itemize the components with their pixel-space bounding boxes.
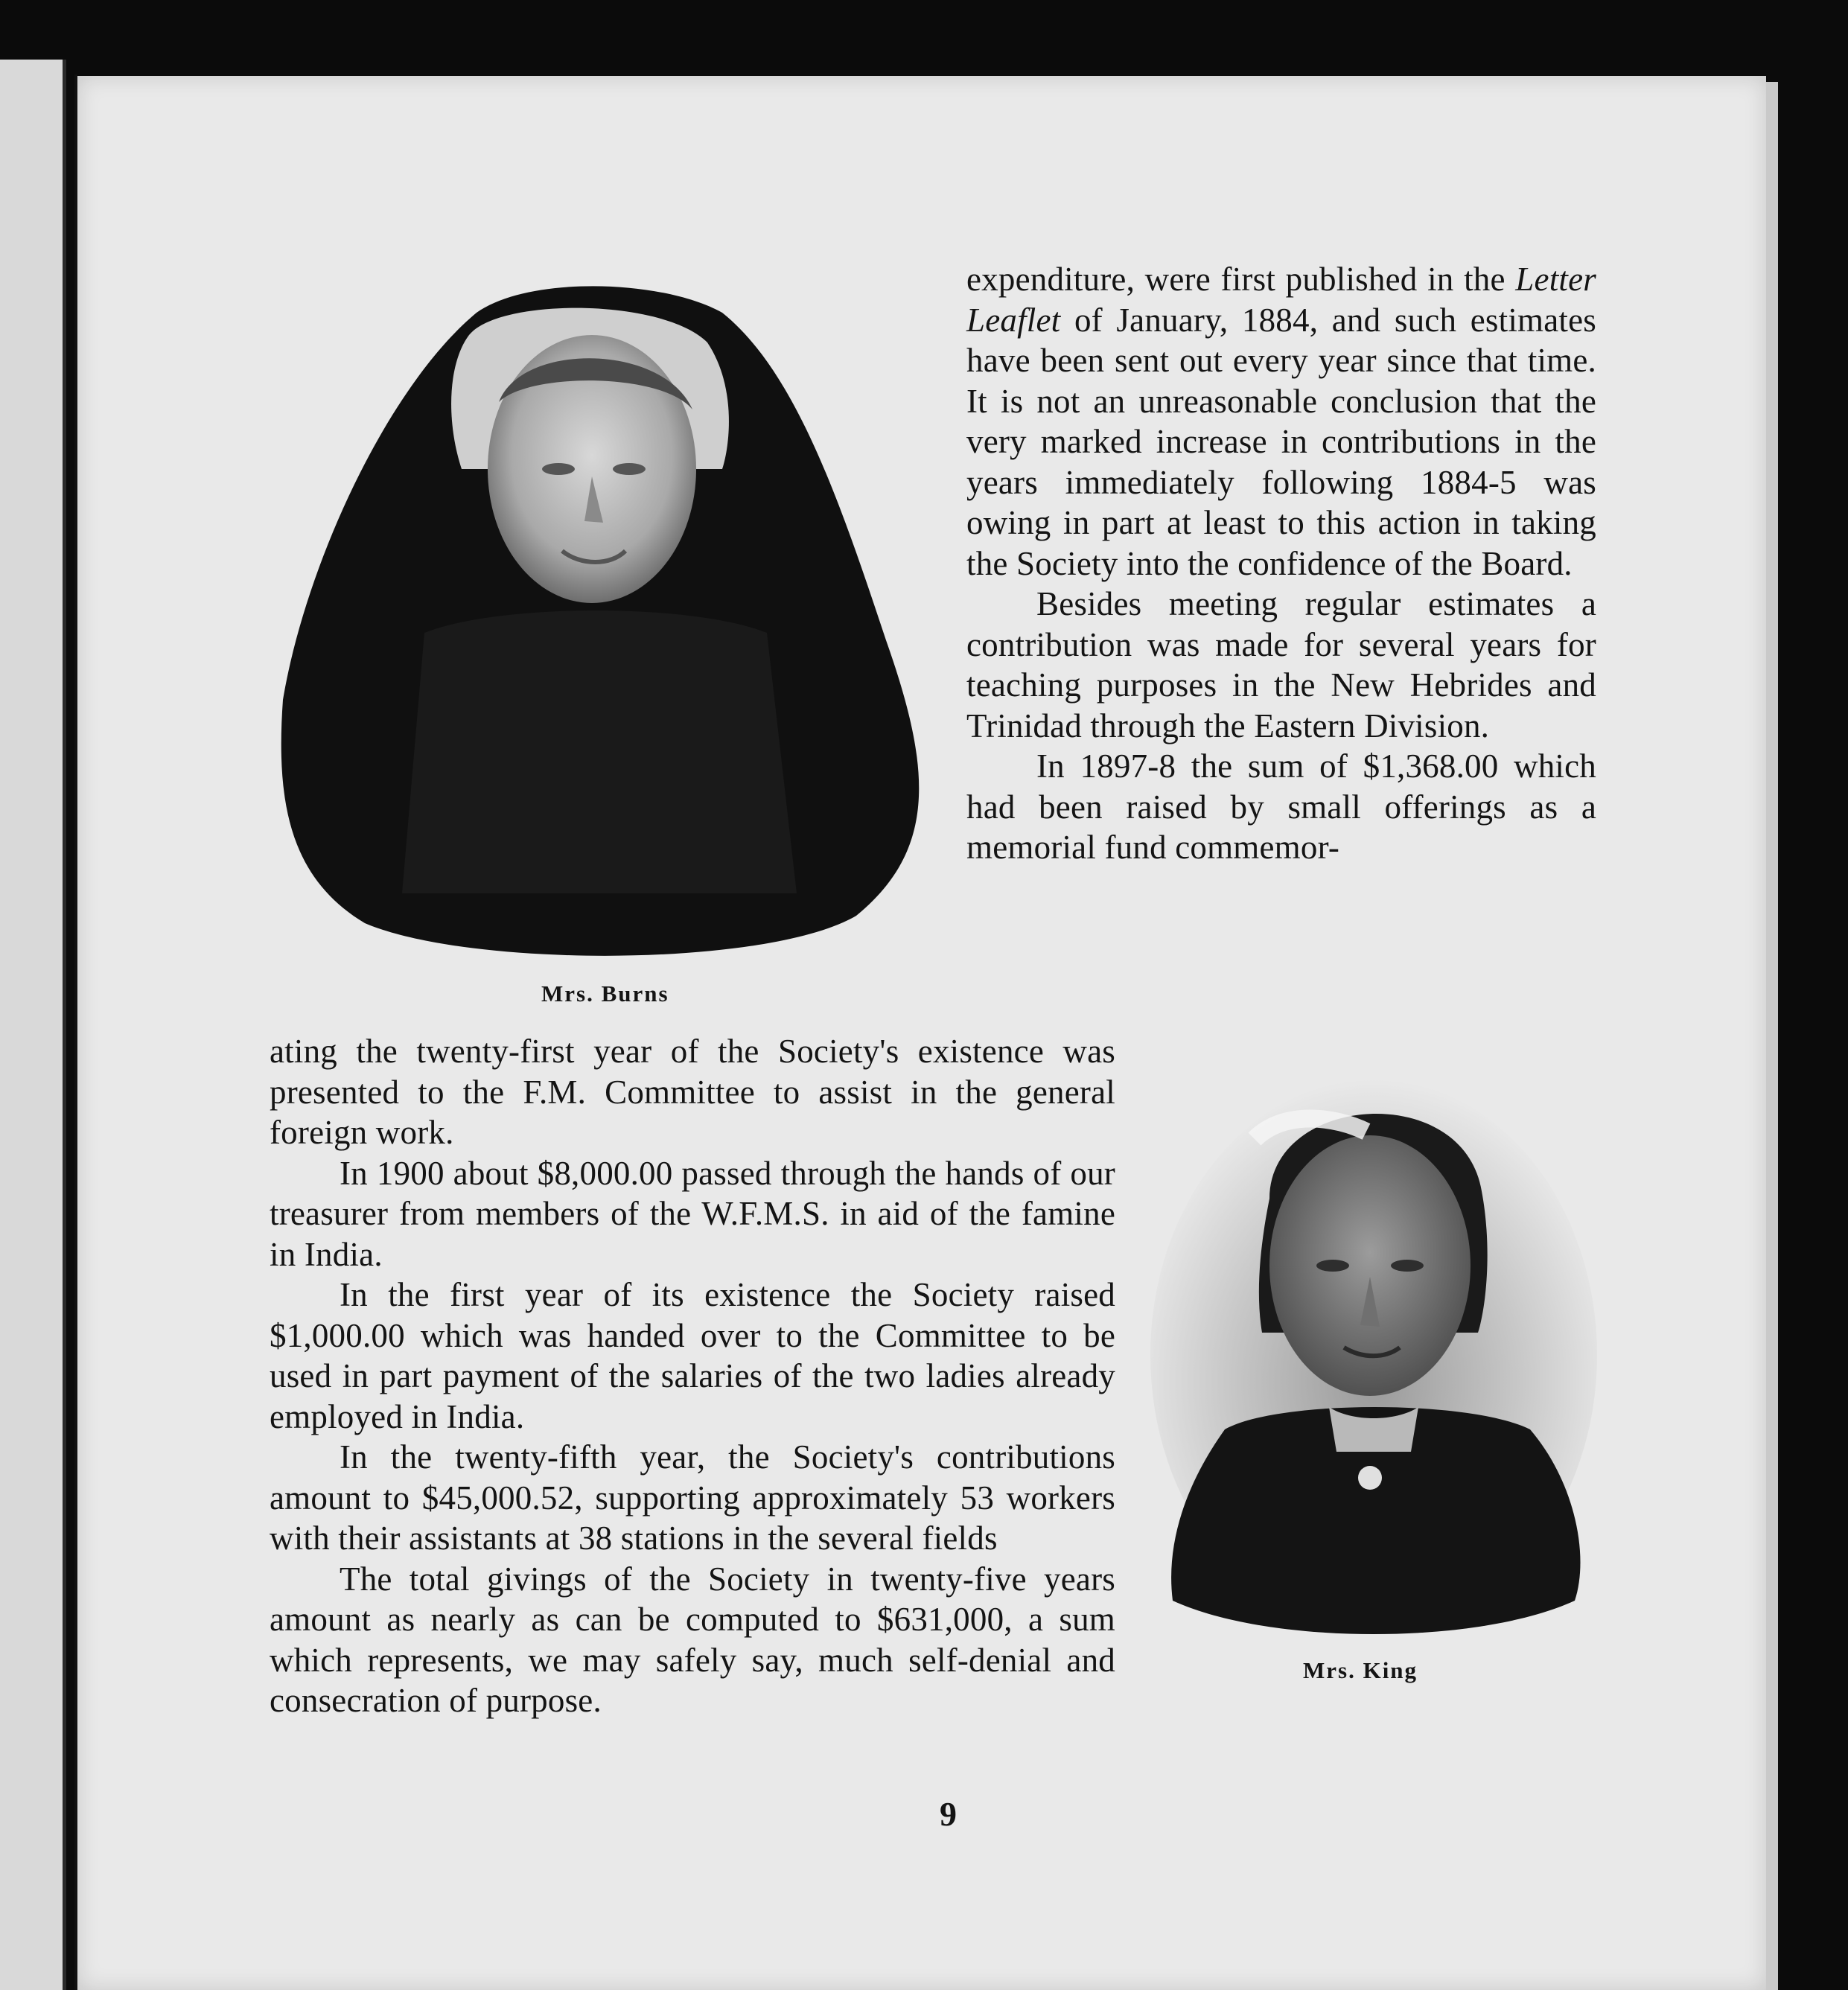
- paragraph-estimates: expenditure, were first published in the Letter Leaflet of January, 1884, and such estimates have been sent out every year since that time. It is not an unreasonable conclusion that the very marked increase in contributions in the years immediately following 1884-5 was owing in part at least to this action in taking the Society into the confidence of the Board.: [966, 261, 1596, 582]
- paragraph-famine: In 1900 about $8,000.00 passed through the hands of our treasurer from members of the W.F.M.S. in aid of the famine in India.: [270, 1154, 1115, 1273]
- paragraph-presented: ating the twenty-first year of the Society's existence was presented to the F.M. Committee to assist in the general foreign work.: [270, 1033, 1115, 1151]
- paragraph-twenty-fifth-year: In the twenty-fifth year, the Society's contributions amount to $45,000.52, supporting approximately 53 workers with their assistants at 38 stations in the several fields: [270, 1438, 1115, 1557]
- page-number: 9: [940, 1795, 957, 1833]
- scan-border: [1766, 76, 1848, 1990]
- publication-title: Letter Leaflet: [966, 261, 1596, 339]
- paragraph-contribution: Besides meeting regular estimates a contribution was made for several years for teaching purposes in the New Hebrides and Trinidad through the Eastern Division.: [966, 585, 1596, 744]
- portrait-mrs-burns: [275, 283, 946, 968]
- text-column-bottom-left: [270, 1031, 1115, 1721]
- paragraph-total-givings: The total givings of the Society in twenty-five years amount as nearly as can be computed to $631,000, a sum which represents, we may safely say, much self-denial and consecration of purpose.: [270, 1560, 1115, 1719]
- facing-page-edge: [0, 60, 66, 1990]
- portrait-mrs-king: [1143, 1065, 1605, 1638]
- caption-mrs-king: Mrs. King: [1303, 1657, 1418, 1683]
- paragraph-memorial-fund: In 1897-8 the sum of $1,368.00 which had been raised by small offerings as a memorial fund commemor-: [966, 747, 1596, 866]
- text-column-top-right: [966, 259, 1596, 868]
- page-right-edge: [1766, 82, 1778, 1990]
- caption-mrs-burns: Mrs. Burns: [541, 980, 669, 1007]
- paragraph-first-year: In the first year of its existence the Society raised $1,000.00 which was handed over to the Committee to be used in part payment of the salaries of the two ladies already employed in India.: [270, 1276, 1115, 1435]
